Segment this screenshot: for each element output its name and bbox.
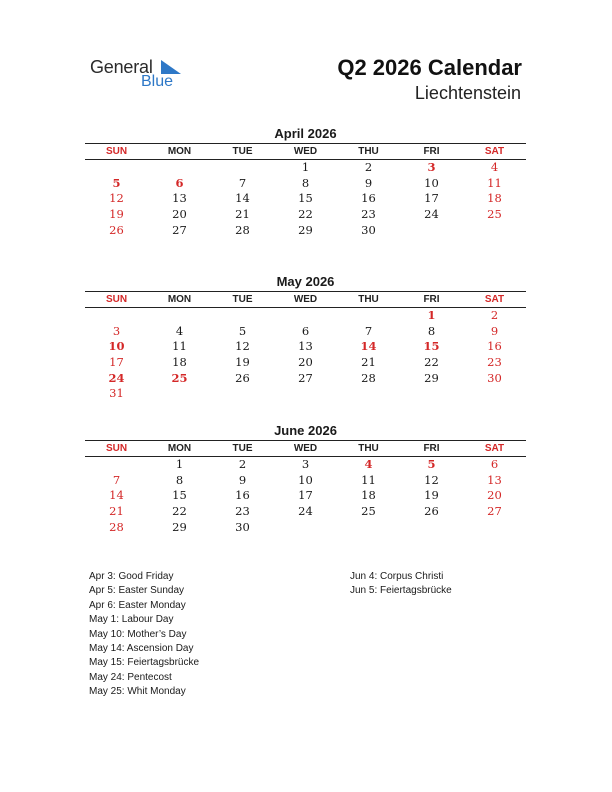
day-cell: 17 [109,355,124,370]
day-cell: 28 [109,519,124,534]
weekday-label: FRI [423,146,440,157]
holiday-entry: Apr 3: Good Friday [89,571,174,582]
day-cell: 26 [109,222,124,237]
week-row [85,457,526,473]
empty-day-cell [337,386,400,402]
day-cell: 9 [490,323,499,338]
empty-day-cell [274,386,337,402]
month-title: June 2026 [274,423,337,438]
week-row [85,520,526,536]
week-row [85,488,526,504]
day-cell: 12 [109,191,124,206]
day-cell: 28 [361,370,376,385]
weekday-label: SAT [484,146,505,157]
weekday-label: WED [293,294,318,305]
day-cell: 14 [109,488,124,503]
week-row [85,339,526,355]
day-cell: 3 [112,323,121,338]
day-cell: 18 [172,355,187,370]
day-cell: 14 [235,191,250,206]
holiday-day-cell: 25 [171,370,188,385]
empty-day-cell [211,160,274,176]
weekday-label: SUN [105,443,128,454]
holiday-entry: May 24: Pentecost [89,671,172,683]
week-row [85,160,526,176]
day-cell: 23 [361,207,376,222]
day-cell: 2 [364,160,373,174]
week-row [85,176,526,192]
day-cell: 18 [361,488,376,503]
empty-day-cell [148,386,211,402]
empty-day-cell [400,386,463,402]
day-cell: 5 [238,323,247,338]
day-cell: 10 [298,472,313,487]
weekday-label: SAT [484,443,505,454]
day-cell: 19 [424,488,439,503]
week-row [85,207,526,223]
weekday-label: SAT [484,294,505,305]
holiday-day-cell: 10 [108,339,125,354]
week-row [85,473,526,489]
day-cell: 20 [487,488,502,503]
empty-day-cell [274,308,337,324]
day-cell: 4 [490,160,499,174]
holiday-entry: Jun 5: Feiertagsbrücke [350,585,452,597]
day-cell: 21 [235,207,250,222]
week-row [85,371,526,387]
weekday-label: THU [358,146,379,157]
empty-day-cell [85,457,148,473]
day-cell: 13 [298,339,313,354]
empty-day-cell [463,223,526,239]
day-cell: 19 [109,207,124,222]
day-cell: 24 [298,504,313,519]
logo-triangle-icon [161,60,181,74]
weekday-label: TUE [232,146,253,157]
day-cell: 13 [487,472,502,487]
day-cell: 11 [487,175,502,190]
day-cell: 29 [424,370,439,385]
day-cell: 23 [235,504,250,519]
week-row [85,191,526,207]
day-cell: 6 [301,323,310,338]
month-title: April 2026 [274,126,337,141]
day-cell: 20 [298,355,313,370]
holiday-entry: Apr 5: Easter Sunday [89,585,185,597]
week-row [85,308,526,324]
day-cell: 30 [361,222,376,237]
month-june [85,422,526,535]
weekday-label: THU [358,294,379,305]
month-april [85,125,526,238]
day-cell: 8 [427,323,436,338]
empty-day-cell [337,308,400,324]
day-cell: 7 [238,175,247,190]
day-cell: 25 [487,207,502,222]
day-cell: 12 [424,472,439,487]
logo-word-general: General [90,57,153,77]
month-title: May 2026 [276,274,335,289]
holiday-entry: May 10: Mother’s Day [89,628,187,640]
empty-day-cell [148,308,211,324]
day-cell: 13 [172,191,187,206]
day-cell: 27 [172,222,187,237]
weekday-label: MON [167,146,192,157]
day-cell: 1 [301,160,310,174]
day-cell: 16 [235,488,250,503]
weekday-label: MON [167,443,192,454]
holiday-day-cell: 14 [360,339,377,354]
day-cell: 27 [298,370,313,385]
empty-day-cell [400,520,463,536]
weekday-label: SUN [105,294,128,305]
day-cell: 10 [424,175,439,190]
day-cell: 3 [301,457,310,471]
month-may [85,273,526,402]
weekday-label: TUE [232,443,253,454]
day-cell: 9 [364,175,373,190]
day-cell: 22 [172,504,187,519]
day-cell: 8 [175,472,184,487]
weekday-label: THU [358,443,379,454]
day-cell: 28 [235,222,250,237]
country-name: Liechtenstein [414,83,521,103]
day-cell: 16 [487,339,502,354]
day-cell: 2 [490,308,499,322]
day-cell: 30 [235,519,250,534]
page-title: Q2 2026 Calendar [337,55,522,80]
holiday-day-cell: 4 [364,457,373,471]
day-cell: 22 [424,355,439,370]
day-cell: 11 [361,472,376,487]
empty-day-cell [463,520,526,536]
holiday-day-cell: 3 [427,160,436,174]
day-cell: 27 [487,504,502,519]
holiday-entry: May 1: Labour Day [89,614,174,626]
week-row [85,324,526,340]
holiday-list-right [350,570,452,599]
logo-word-blue: Blue [141,73,174,90]
empty-day-cell [85,160,148,176]
holiday-entry: May 14: Ascension Day [89,643,194,655]
holiday-entry: Jun 4: Corpus Christi [350,571,444,582]
day-cell: 17 [424,191,439,206]
day-cell: 29 [172,519,187,534]
weekday-header-row [85,143,526,160]
day-cell: 25 [361,504,376,519]
weekday-label: FRI [423,294,440,305]
day-cell: 7 [112,472,121,487]
holiday-day-cell: 1 [427,308,436,322]
day-cell: 8 [301,175,310,190]
day-cell: 29 [298,222,313,237]
day-cell: 7 [364,323,373,338]
holiday-day-cell: 5 [112,175,121,190]
weekday-label: MON [167,294,192,305]
day-cell: 12 [235,339,250,354]
generalblue-logo [90,57,190,93]
weekday-label: TUE [232,294,253,305]
empty-day-cell [400,223,463,239]
holiday-day-cell: 5 [427,457,436,471]
week-row [85,223,526,239]
week-row [85,504,526,520]
day-cell: 21 [109,504,124,519]
day-cell: 20 [172,207,187,222]
empty-day-cell [211,386,274,402]
day-cell: 4 [175,323,184,338]
day-cell: 2 [238,457,247,471]
week-row [85,355,526,371]
day-cell: 9 [238,472,247,487]
day-cell: 24 [424,207,439,222]
holiday-entry: May 25: Whit Monday [89,686,186,698]
day-cell: 17 [298,488,313,503]
day-cell: 11 [172,339,187,354]
weekday-label: WED [293,146,318,157]
day-cell: 22 [298,207,313,222]
holiday-entry: May 15: Feiertagsbrücke [89,657,200,669]
day-cell: 15 [298,191,313,206]
empty-day-cell [85,308,148,324]
day-cell: 6 [490,457,499,471]
day-cell: 30 [487,370,502,385]
day-cell: 31 [109,386,124,401]
holiday-entry: Apr 6: Easter Monday [89,599,186,611]
empty-day-cell [274,520,337,536]
weekday-header-row [85,440,526,457]
empty-day-cell [211,308,274,324]
holiday-list-left [89,570,199,700]
weekday-label: SUN [105,146,128,157]
week-row [85,386,526,402]
day-cell: 21 [361,355,376,370]
weekday-header-row [85,291,526,308]
holiday-day-cell: 15 [423,339,440,354]
empty-day-cell [148,160,211,176]
day-cell: 18 [487,191,502,206]
day-cell: 1 [175,457,184,471]
day-cell: 15 [172,488,187,503]
holiday-day-cell: 24 [108,370,125,385]
day-cell: 23 [487,355,502,370]
empty-day-cell [337,520,400,536]
day-cell: 16 [361,191,376,206]
day-cell: 26 [424,504,439,519]
day-cell: 26 [235,370,250,385]
day-cell: 19 [235,355,250,370]
weekday-label: WED [293,443,318,454]
weekday-label: FRI [423,443,440,454]
empty-day-cell [463,386,526,402]
holiday-day-cell: 6 [175,175,184,190]
